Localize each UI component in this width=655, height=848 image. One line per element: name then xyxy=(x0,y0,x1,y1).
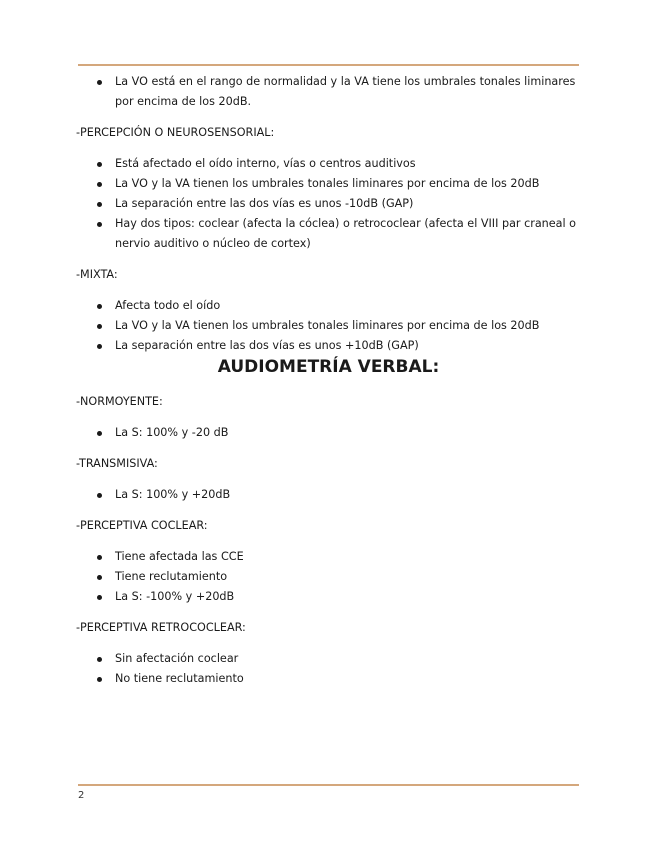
list-item: Está afectado el oído interno, vías o centros auditivos xyxy=(76,154,581,174)
mixta-list xyxy=(76,296,581,356)
section-label-perceptiva-coclear: -PERCEPTIVA COCLEAR: xyxy=(76,519,208,532)
list-item: La S: -100% y +20dB xyxy=(76,587,581,607)
list-item: La VO está en el rango de normalidad y la VA tiene los umbrales tonales liminares por encima de los 20dB. xyxy=(76,72,581,112)
normoyente-list xyxy=(76,423,581,443)
section-label-perceptiva-retrococlear: -PERCEPTIVA RETROCOCLEAR: xyxy=(76,621,246,634)
list-item: La VO y la VA tienen los umbrales tonales liminares por encima de los 20dB xyxy=(76,316,581,336)
list-item: Hay dos tipos: coclear (afecta la cóclea) o retrococlear (afecta el VIII par craneal o nervio auditivo o núcleo de cortex) xyxy=(76,214,581,254)
page-body xyxy=(76,72,581,689)
neurosensorial-list xyxy=(76,154,581,254)
section-heading-audiometria-verbal: AUDIOMETRÍA VERBAL: xyxy=(217,357,440,377)
list-item: Afecta todo el oído xyxy=(76,296,581,316)
list-item: La S: 100% y +20dB xyxy=(76,485,581,505)
list-item: Tiene reclutamiento xyxy=(76,567,581,587)
list-item: La separación entre las dos vías es unos +10dB (GAP) xyxy=(76,336,581,356)
transmisiva-list xyxy=(76,485,581,505)
page-number: 2 xyxy=(78,790,85,801)
section-label-normoyente: -NORMOYENTE: xyxy=(76,395,163,408)
header-rule xyxy=(78,64,579,66)
list-item: La S: 100% y -20 dB xyxy=(76,423,581,443)
top-bullet-list xyxy=(76,72,581,112)
perceptiva-retrococlear-list xyxy=(76,649,581,689)
list-item: Tiene afectada las CCE xyxy=(76,547,581,567)
section-label-neurosensorial: -PERCEPCIÓN O NEUROSENSORIAL: xyxy=(76,126,275,139)
list-item: Sin afectación coclear xyxy=(76,649,581,669)
list-item: La separación entre las dos vías es unos -10dB (GAP) xyxy=(76,194,581,214)
list-item: No tiene reclutamiento xyxy=(76,669,581,689)
section-label-mixta: -MIXTA: xyxy=(76,268,118,281)
footer-rule xyxy=(78,784,579,786)
list-item: La VO y la VA tienen los umbrales tonales liminares por encima de los 20dB xyxy=(76,174,581,194)
perceptiva-coclear-list xyxy=(76,547,581,607)
section-label-transmisiva: -TRANSMISIVA: xyxy=(76,457,158,470)
